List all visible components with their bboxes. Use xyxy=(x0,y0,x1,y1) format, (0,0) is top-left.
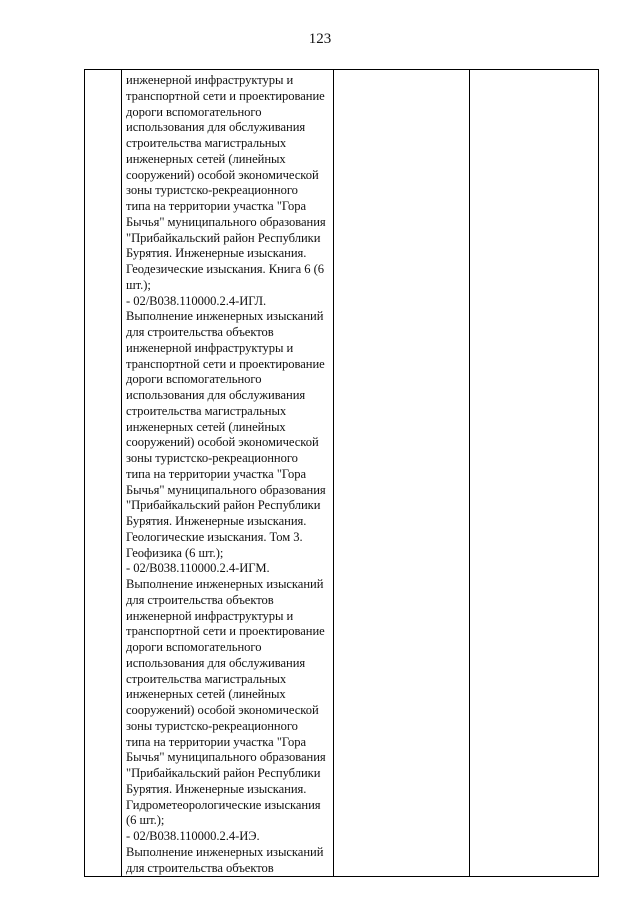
document-table xyxy=(84,69,599,877)
description-line: типа на территории участка "Гора xyxy=(126,199,307,213)
description-line: инженерных сетей (линейных xyxy=(126,151,286,166)
description-line: строительства магистральных xyxy=(126,403,287,418)
description-line: сооружений) особой экономической xyxy=(126,167,319,182)
description-line: шт.); xyxy=(126,277,151,292)
description-line: использования для обслуживания xyxy=(126,120,306,135)
description-line: Выполнение инженерных изысканий xyxy=(126,309,324,324)
description-line: зоны туристско-рекреационного xyxy=(126,718,298,733)
description-line: "Прибайкальский район Республики xyxy=(126,766,321,780)
description-line: Бурятия. Инженерные изыскания. xyxy=(126,781,307,796)
description-line: Геодезические изыскания. Книга 6 (6 xyxy=(126,262,324,276)
description-line: сооружений) особой экономической xyxy=(126,703,319,717)
description-line: сооружений) особой экономической xyxy=(126,435,319,450)
empty-cell-4 xyxy=(470,70,599,877)
description-line: - 02/В038.110000.2.4-ИГЛ. xyxy=(126,293,267,308)
description-line: "Прибайкальский район Республики xyxy=(126,498,321,513)
description-line: зоны туристско-рекреационного xyxy=(126,183,298,198)
description-line: дороги вспомогательного xyxy=(126,640,262,654)
description-line: Гидрометеорологические изыскания xyxy=(126,797,321,812)
description-line: инженерных сетей (линейных xyxy=(126,419,286,434)
description-line: строительства магистральных xyxy=(126,136,287,150)
description-line: строительства магистральных xyxy=(126,671,287,686)
description-line: "Прибайкальский район Республики xyxy=(126,230,321,245)
description-line: для строительства объектов xyxy=(126,860,274,875)
description-line: использования для обслуживания xyxy=(126,655,306,670)
description-line: Бычья" муниципального образования xyxy=(126,214,326,229)
description-line: дороги вспомогательного xyxy=(126,104,262,119)
description-line: транспортной сети и проектирование xyxy=(126,624,325,639)
description-line: Бычья" муниципального образования xyxy=(126,750,326,765)
description-line: инженерной инфраструктуры и xyxy=(126,340,294,355)
description-line: использования для обслуживания xyxy=(126,388,306,402)
page-number: 123 xyxy=(308,31,332,47)
description-line: Бычья" муниципального образования xyxy=(126,482,326,497)
description-line: (6 шт.); xyxy=(126,813,165,828)
description-line: для строительства объектов xyxy=(126,592,274,607)
row-number-cell xyxy=(85,70,122,877)
empty-cell-3 xyxy=(334,70,470,877)
description-line: Выполнение инженерных изысканий xyxy=(126,844,324,859)
description-line: типа на территории участка "Гора xyxy=(126,466,307,481)
description-line: Бурятия. Инженерные изыскания. xyxy=(126,246,307,261)
table-row xyxy=(85,70,599,877)
description-line: Выполнение инженерных изысканий xyxy=(126,577,324,591)
description-line: Геологические изыскания. Том 3. xyxy=(126,529,303,544)
description-text xyxy=(122,70,333,876)
description-line: для строительства объектов xyxy=(126,325,274,339)
description-line: дороги вспомогательного xyxy=(126,372,262,387)
description-line: зоны туристско-рекреационного xyxy=(126,451,298,465)
description-cell xyxy=(122,70,334,877)
description-line: транспортной сети и проектирование xyxy=(126,356,325,371)
description-line: Геофизика (6 шт.); xyxy=(126,545,224,560)
description-line: - 02/В038.110000.2.4-ИЭ. xyxy=(126,829,260,843)
description-line: - 02/В038.110000.2.4-ИГМ. xyxy=(126,561,270,576)
description-line: типа на территории участка "Гора xyxy=(126,734,307,749)
description-line: инженерной инфраструктуры и xyxy=(126,608,294,623)
description-line: инженерной инфраструктуры и xyxy=(126,73,294,87)
description-line: инженерных сетей (линейных xyxy=(126,687,286,702)
description-line: транспортной сети и проектирование xyxy=(126,88,325,103)
description-line: Бурятия. Инженерные изыскания. xyxy=(126,514,307,528)
